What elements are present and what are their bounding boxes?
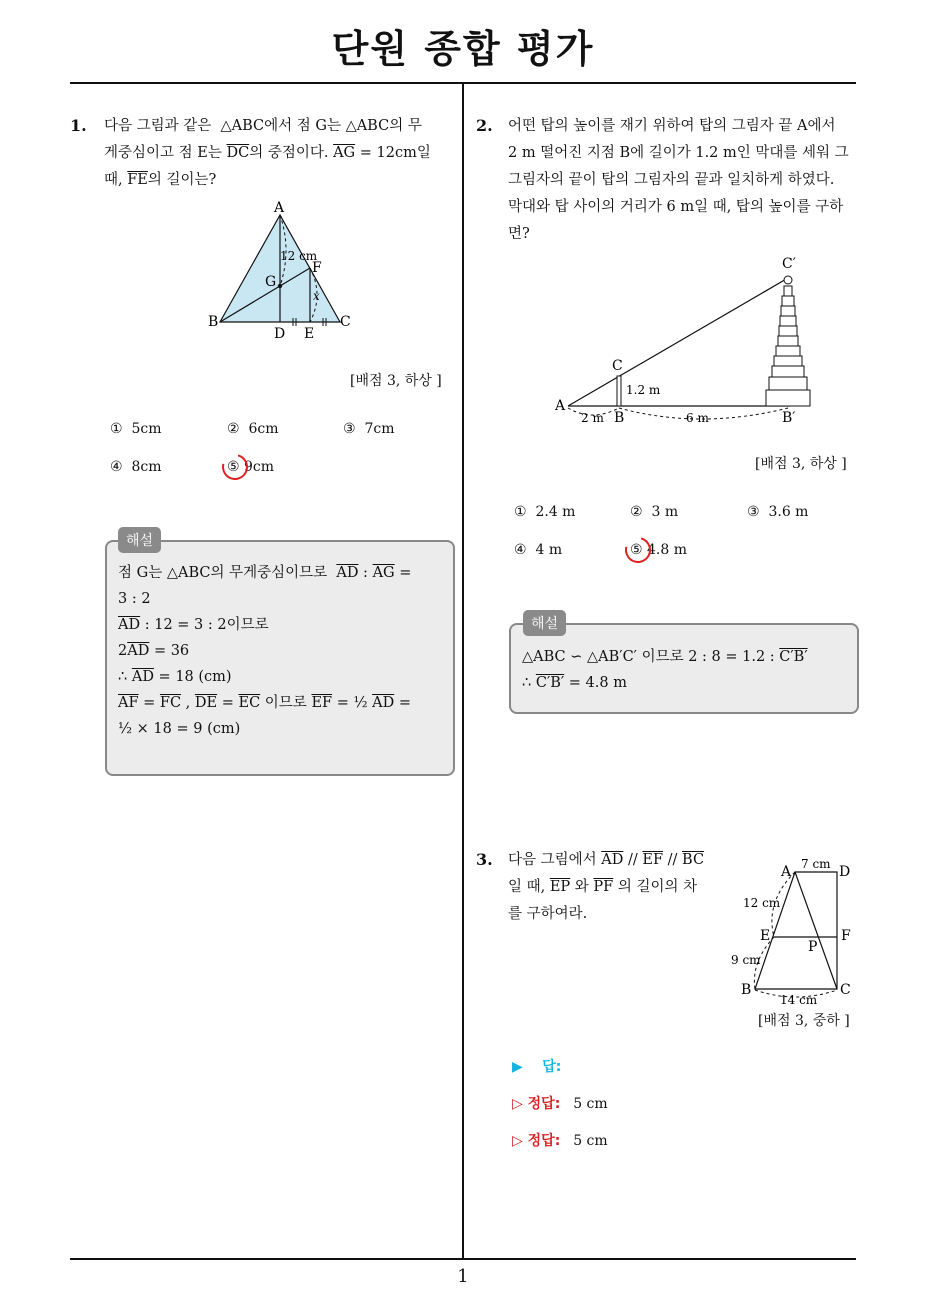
- q3-label-b: B: [741, 982, 752, 998]
- q2-choice-1-mark: ①: [514, 504, 527, 520]
- q2-question-text: [508, 113, 863, 248]
- q3-trapezoid-figure: [725, 852, 860, 1012]
- q3-correct-label-2: 정답:: [527, 1133, 561, 1149]
- page-number: 1: [457, 1266, 469, 1287]
- q2-tower-figure: [550, 250, 850, 430]
- q2-label-distance-bb2: 6 m: [686, 411, 709, 425]
- q1-exp-line-5: ∴ $\overline{AD} = 18$ (cm): [118, 669, 232, 685]
- q2-line-1: 어떤 탑의 높이를 재기 위하여 탑의 그림자 끝 A에서: [508, 118, 836, 134]
- q1-exp-line-7: ½ × 18 = 9 (cm): [118, 721, 241, 737]
- q3-correct-row-1: [512, 1093, 608, 1113]
- q1-choice-2[interactable]: [227, 421, 279, 437]
- q2-choice-1[interactable]: [514, 504, 575, 520]
- column-divider: [462, 84, 464, 1260]
- q2-score: [배점 3, 하상 ]: [755, 456, 847, 472]
- q3-line-3: 를 구하여라.: [508, 906, 588, 922]
- q3-label-e: E: [760, 928, 771, 944]
- q3-correct-label-1: 정답:: [527, 1096, 561, 1112]
- q3-label-d: D: [839, 864, 851, 880]
- q1-choice-1-mark: ①: [110, 421, 123, 437]
- q3-line-1: 다음 그림에서 $\overline{AD} // \overline{EF} // \overline{BC}$: [508, 852, 705, 868]
- q2-choice-4[interactable]: [514, 542, 562, 558]
- q1-choice-4[interactable]: [110, 459, 162, 475]
- q2-label-stick-height: 1.2 m: [626, 383, 661, 397]
- q1-line-2: 게중심이고 점 E는 $\overline{DC}$의 중점이다. $\overline{AG} = 12cm$일: [104, 145, 431, 161]
- q2-choice-1-text: 2.4 m: [535, 504, 576, 520]
- q2-explanation-body: [522, 644, 847, 696]
- q2-line-2: 2 m 떨어진 지점 B에 길이가 1.2 m인 막대를 세워 그: [508, 145, 849, 161]
- q1-label-length: 12 cm: [280, 249, 318, 263]
- q2-sight-line: [568, 278, 788, 406]
- q1-choice-5[interactable]: [227, 459, 274, 475]
- q2-label-a: A: [555, 398, 566, 414]
- q1-choice-5-text: 9cm: [244, 459, 275, 475]
- q1-score: [배점 3, 하상 ]: [350, 373, 442, 389]
- q3-label-top-length: 7 cm: [801, 857, 831, 871]
- q2-explanation-tag: 해설: [523, 610, 566, 636]
- q2-choice-3[interactable]: [747, 504, 808, 520]
- q2-label-c-prime: C′: [782, 256, 796, 272]
- q1-label-e: E: [304, 326, 315, 342]
- q3-label-left-upper: 12 cm: [743, 896, 781, 910]
- q1-selected-mark: ⑤: [227, 459, 240, 475]
- q3-score: [배점 3, 중하 ]: [758, 1013, 850, 1029]
- q1-label-x: x: [313, 289, 320, 303]
- q1-line-1: 다음 그림과 같은 △ABC에서 점 G는 △ABC의 무: [104, 118, 422, 134]
- footer-rule: [70, 1258, 856, 1260]
- q1-exp-line-2: 3 : 2: [118, 591, 151, 607]
- q2-choice-4-mark: ④: [514, 542, 527, 558]
- q1-choice-3-mark: ③: [343, 421, 356, 437]
- q3-label-c: C: [840, 982, 851, 998]
- q2-exp-line-2: ∴ C′B′ = 4.8 m: [522, 675, 627, 691]
- q2-tower: [766, 276, 810, 406]
- q2-stick: [617, 376, 621, 406]
- q3-number: 3.: [476, 850, 493, 869]
- q2-exp-line-1: △ABC ∽ △AB′C′ 이므로 2 : 8 = 1.2 : C′B′: [522, 649, 808, 665]
- q1-number: 1.: [70, 116, 87, 135]
- q2-choice-2-text: 3 m: [651, 504, 679, 520]
- q3-correct-value-2: 5 cm: [573, 1133, 608, 1149]
- q3-answer-row: [512, 1056, 561, 1076]
- q3-correct-value-1: 5 cm: [573, 1096, 608, 1112]
- q2-line-4: 막대와 탑 사이의 거리가 6 m일 때, 탑의 높이를 구하: [508, 199, 844, 215]
- q2-label-b: B: [614, 410, 625, 426]
- q3-question-text: [508, 847, 723, 928]
- q3-label-left-lower: 9 cm: [731, 953, 761, 967]
- q1-exp-line-1: 점 G는 △ABC의 무게중심이므로 $\overline{AD}$ : $\overline{AG}$ =: [118, 565, 412, 581]
- q2-choice-5[interactable]: [630, 542, 687, 558]
- q2-choice-5-text: 4.8 m: [647, 542, 688, 558]
- q1-label-g: G: [265, 274, 277, 290]
- q1-label-b: B: [208, 314, 219, 330]
- q3-line-2: 일 때, $\overline{EP}$ 와 $\overline{PF}$ 의 길이의 차: [508, 879, 698, 895]
- q1-exp-line-4: $2\overline{AD} = 36$: [118, 643, 190, 659]
- q1-choice-4-text: 8cm: [131, 459, 162, 475]
- q3-correct-arrow-icon-2: ▷: [512, 1133, 523, 1149]
- q1-choice-1-text: 5cm: [131, 421, 162, 437]
- q2-choice-4-text: 4 m: [535, 542, 563, 558]
- q3-answer-arrow-icon: ▶: [512, 1059, 523, 1075]
- q1-triangle-figure: [200, 200, 370, 345]
- q1-choice-4-mark: ④: [110, 459, 123, 475]
- q1-choice-2-mark: ②: [227, 421, 240, 437]
- q2-line-5: 면?: [508, 226, 530, 242]
- q2-label-b-prime: B′: [782, 410, 796, 426]
- q3-label-f: F: [841, 928, 851, 944]
- q1-question-text: [104, 113, 459, 194]
- q3-correct-arrow-icon-1: ▷: [512, 1096, 523, 1112]
- q1-choice-3-text: 7cm: [364, 421, 395, 437]
- q2-selected-mark: ⑤: [630, 542, 643, 558]
- q1-point-g: [278, 284, 282, 288]
- page-title: 단원 종합 평가: [331, 27, 595, 71]
- q1-exp-line-6: $\overline{AF} = \overline{FC}$ , $\overline{DE} = \overline{EC}$ 이므로 $\overline{EF}$ = ½ $\overline{AD}$ =: [118, 695, 411, 711]
- q1-choice-3[interactable]: [343, 421, 395, 437]
- q1-line-3: 때, $\overline{FE}$의 길이는?: [104, 172, 217, 188]
- q2-choice-3-mark: ③: [747, 504, 760, 520]
- q1-label-c: C: [340, 314, 351, 330]
- q2-choice-2-mark: ②: [630, 504, 643, 520]
- q3-label-a: A: [781, 864, 792, 880]
- q1-choice-1[interactable]: [110, 421, 162, 437]
- q3-correct-row-2: [512, 1130, 608, 1150]
- q3-label-bottom-length: 14 cm: [780, 993, 818, 1007]
- q2-choice-3-text: 3.6 m: [768, 504, 809, 520]
- q1-explanation-body: [118, 560, 443, 742]
- q2-number: 2.: [476, 116, 493, 135]
- q1-choice-2-text: 6cm: [248, 421, 279, 437]
- q1-label-d: D: [274, 326, 286, 342]
- q2-choice-2[interactable]: [630, 504, 678, 520]
- q1-exp-line-3: $\overline{AD}$ : 12 = 3 : 2이므로: [118, 617, 269, 633]
- q2-label-c: C: [612, 358, 623, 374]
- q1-label-a: A: [274, 200, 285, 216]
- q1-label-f: F: [312, 260, 322, 276]
- q3-answer-label: 답:: [542, 1059, 562, 1075]
- q1-explanation-tag: 해설: [118, 527, 161, 553]
- q3-label-p: P: [808, 939, 818, 955]
- q2-label-distance-ab: 2 m: [581, 411, 604, 425]
- q2-line-3: 그림자의 끝이 탑의 그림자의 끝과 일치하게 하였다.: [508, 172, 835, 188]
- q3-diagonal-ac: [795, 872, 837, 989]
